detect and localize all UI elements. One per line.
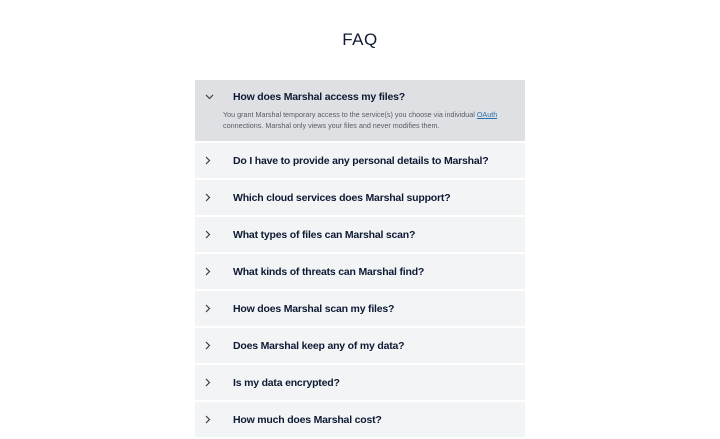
faq-item[interactable] [195, 291, 525, 326]
chevron-right-icon [195, 156, 233, 165]
faq-item[interactable] [195, 180, 525, 215]
faq-question: How much does Marshal cost? [233, 413, 382, 426]
chevron-right-icon [195, 341, 233, 350]
faq-list [195, 80, 525, 439]
faq-item[interactable] [195, 254, 525, 289]
faq-item[interactable] [195, 328, 525, 363]
chevron-down-icon [195, 94, 233, 100]
faq-question: What kinds of threats can Marshal find? [233, 265, 425, 278]
faq-question: Is my data encrypted? [233, 376, 340, 389]
chevron-right-icon [195, 267, 233, 276]
page-title: FAQ [342, 30, 378, 49]
oauth-link[interactable]: OAuth [476, 110, 498, 119]
chevron-right-icon [195, 230, 233, 239]
faq-item[interactable] [195, 402, 525, 437]
faq-item[interactable] [195, 365, 525, 400]
faq-item[interactable] [195, 80, 525, 141]
faq-question: What types of files can Marshal scan? [233, 228, 416, 241]
faq-question: Which cloud services does Marshal support? [233, 191, 451, 204]
faq-question: Does Marshal keep any of my data? [233, 339, 405, 352]
chevron-right-icon [195, 193, 233, 202]
faq-question: Do I have to provide any personal details to Marshal? [233, 154, 489, 167]
faq-item[interactable] [195, 217, 525, 252]
faq-item[interactable] [195, 143, 525, 178]
faq-question: How does Marshal access my files? [233, 91, 405, 103]
chevron-right-icon [195, 304, 233, 313]
chevron-right-icon [195, 415, 233, 424]
faq-answer: You grant Marshal temporary access to the service(s) you choose via individual OAuth connections. Marshal only views your files and never modifies them. [223, 110, 498, 130]
faq-question: How does Marshal scan my files? [233, 302, 395, 315]
chevron-right-icon [195, 378, 233, 387]
